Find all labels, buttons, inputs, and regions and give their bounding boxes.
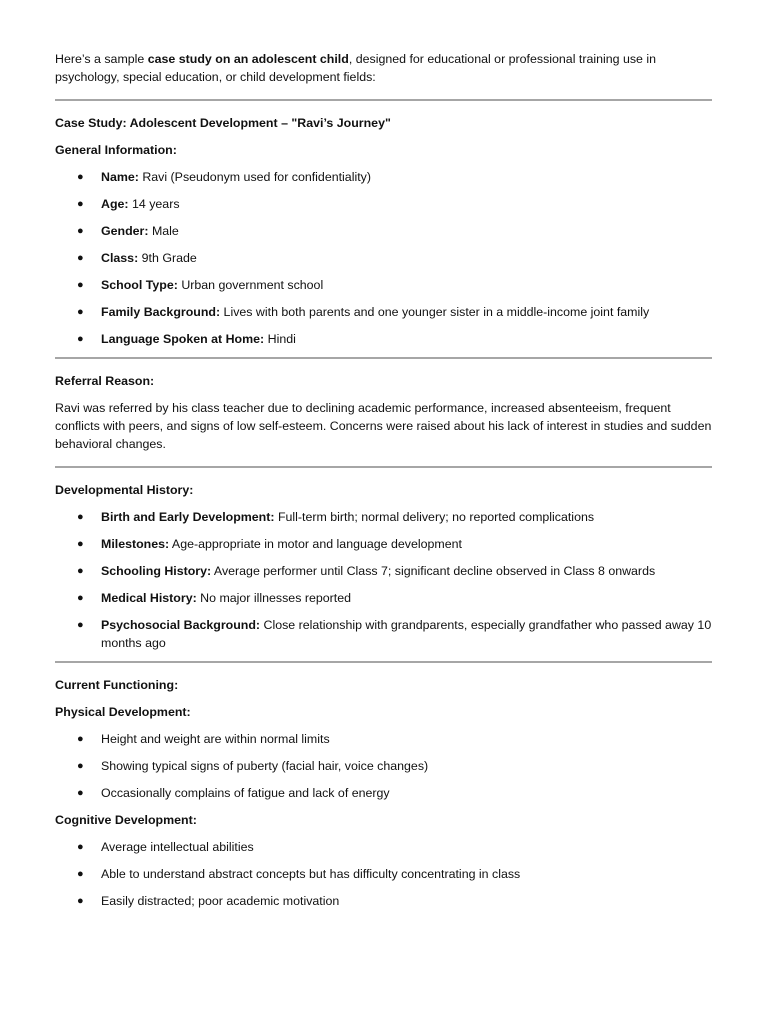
bullet-icon: ● (77, 895, 84, 907)
bullet-icon: ● (77, 787, 84, 799)
bullet-icon: ● (77, 252, 84, 264)
intro-bold-text: case study on an adolescent child (147, 52, 349, 66)
item-value: Average performer until Class 7; significant decline observed in Class 8 onwards (211, 564, 656, 578)
item-text: Able to understand abstract concepts but has difficulty concentrating in class (101, 867, 521, 881)
item-text: Height and weight are within normal limits (101, 732, 330, 746)
general-information-heading: General Information: (55, 143, 177, 157)
item-label: Milestones: (101, 537, 170, 551)
item-value: 14 years (128, 197, 180, 211)
item-text: Easily distracted; poor academic motivation (101, 894, 340, 908)
list-item (55, 508, 712, 526)
list-item (55, 616, 712, 652)
item-value: No major illnesses reported (196, 591, 351, 605)
item-label: Psychosocial Background: (101, 618, 261, 632)
item-value: Full-term birth; normal delivery; no reported complications (274, 510, 595, 524)
bullet-icon: ● (77, 592, 84, 604)
list-item (55, 892, 712, 910)
list-item (55, 168, 712, 186)
list-item (55, 303, 712, 321)
list-item (55, 865, 712, 883)
item-label: Name: (101, 170, 139, 184)
item-label: Gender: (101, 224, 149, 238)
list-item (55, 222, 712, 240)
referral-reason-text: Ravi was referred by his class teacher due to declining academic performance, increased absenteeism, frequent conflicts with peers, and signs of low self-esteem. Concerns were raised about his lack of interest in studies and sudden behavioral changes. (55, 401, 712, 451)
list-item (55, 757, 712, 775)
divider (55, 357, 712, 359)
item-label: Class: (101, 251, 139, 265)
bullet-icon: ● (77, 841, 84, 853)
bullet-icon: ● (77, 279, 84, 291)
item-value: Lives with both parents and one younger sister in a middle-income joint family (220, 305, 650, 319)
divider (55, 99, 712, 101)
referral-reason-heading: Referral Reason: (55, 374, 155, 388)
item-value: Age-appropriate in motor and language development (169, 537, 462, 551)
developmental-history-heading: Developmental History: (55, 483, 194, 497)
physical-development-heading: Physical Development: (55, 705, 191, 719)
list-item (55, 535, 712, 553)
cognitive-development-heading: Cognitive Development: (55, 813, 197, 827)
list-item (55, 730, 712, 748)
physical-development-list (55, 730, 712, 802)
general-information-list (55, 168, 712, 348)
cognitive-development-list (55, 838, 712, 910)
bullet-icon: ● (77, 733, 84, 745)
intro-text-after: , designed for educational or professional training use in psychology, special education, or child development fields: (55, 52, 657, 84)
item-label: Language Spoken at Home: (101, 332, 265, 346)
bullet-icon: ● (77, 306, 84, 318)
list-item (55, 784, 712, 802)
divider (55, 661, 712, 663)
item-text: Showing typical signs of puberty (facial hair, voice changes) (101, 759, 429, 773)
item-value: Urban government school (177, 278, 324, 292)
current-functioning-heading: Current Functioning: (55, 678, 179, 692)
item-text: Occasionally complains of fatigue and lack of energy (101, 786, 390, 800)
item-label: Birth and Early Development: (101, 510, 275, 524)
bullet-icon: ● (77, 538, 84, 550)
item-label: School Type: (101, 278, 178, 292)
list-item (55, 562, 712, 580)
list-item (55, 276, 712, 294)
list-item (55, 838, 712, 856)
bullet-icon: ● (77, 760, 84, 772)
item-label: Schooling History: (101, 564, 212, 578)
list-item (55, 249, 712, 267)
item-text: Average intellectual abilities (101, 840, 254, 854)
item-value: Male (148, 224, 179, 238)
item-value: Ravi (Pseudonym used for confidentiality) (138, 170, 371, 184)
bullet-icon: ● (77, 565, 84, 577)
item-label: Age: (101, 197, 129, 211)
divider (55, 466, 712, 468)
item-value: Close relationship with grandparents, especially grandfather who passed away 10 months ago (101, 618, 712, 650)
developmental-history-list (55, 508, 712, 652)
intro-text-before: Here’s a sample (55, 52, 148, 66)
list-item (55, 330, 712, 348)
item-value: Hindi (264, 332, 296, 346)
intro-paragraph (55, 50, 712, 86)
item-label: Medical History: (101, 591, 197, 605)
bullet-icon: ● (77, 868, 84, 880)
list-item (55, 589, 712, 607)
case-study-title: Case Study: Adolescent Development – "Ravi’s Journey" (55, 116, 391, 130)
bullet-icon: ● (77, 333, 84, 345)
item-label: Family Background: (101, 305, 221, 319)
bullet-icon: ● (77, 198, 84, 210)
bullet-icon: ● (77, 619, 84, 631)
bullet-icon: ● (77, 225, 84, 237)
bullet-icon: ● (77, 171, 84, 183)
bullet-icon: ● (77, 511, 84, 523)
item-value: 9th Grade (138, 251, 197, 265)
list-item (55, 195, 712, 213)
